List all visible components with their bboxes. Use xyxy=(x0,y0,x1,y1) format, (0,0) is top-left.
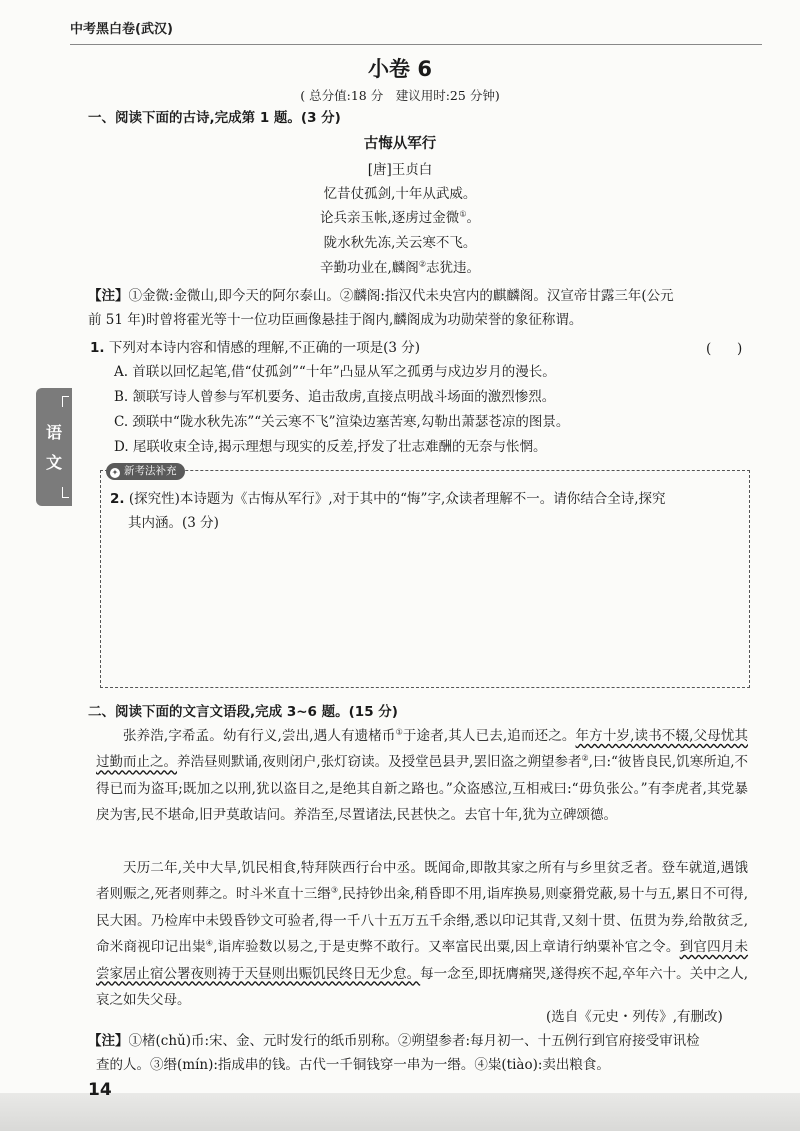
q1-option-c: C. 颈联中“陇水秋先冻”“关云寒不飞”渲染边塞苦寒,勾勒出萧瑟苍凉的图景。 xyxy=(114,414,570,430)
passage-source: (选自《元史・列传》,有删改) xyxy=(546,1009,723,1025)
tab-bracket-top xyxy=(62,396,69,407)
note-label: 【注】 xyxy=(88,1033,129,1049)
subject-tab xyxy=(36,388,72,506)
score-time-info: ( 总分值:18 分 建议用时:25 分钟) xyxy=(300,88,500,103)
q2-number: 2. xyxy=(110,491,125,507)
q2-line-2: 其内涵。(3 分) xyxy=(128,515,219,531)
passage-paragraph-1: 张养浩,字希孟。幼有行义,尝出,遇人有遗楮币①于途者,其人已去,追而还之。年方十岁,读书不辍,父母忧其过勤而止之。养浩昼则默诵,夜则闭户,张灯窃读。及授堂邑县尹,罢旧盗之朔望参者②,曰:“彼皆良民,饥寒所迫,不得已而为盗耳;既加之以刑,犹以盗目之,是绝其自新之路也。”众盗感泣,互相戒曰:“毋负张公。”有李虎者,其党暴戾为害,民不堪命,旧尹莫敢诘问。养浩至,尽置诸法,民甚快之。去官十年,犹为立碑颂德。 xyxy=(96,727,749,824)
poem-note-line-1: 【注】①金微:金微山,即今天的阿尔泰山。②麟阁:指汉代未央宫内的麒麟阁。汉宣帝甘露三年(公元 xyxy=(88,288,674,304)
q1-option-d: D. 尾联收束全诗,揭示理想与现实的反差,抒发了壮志难酬的无奈与怅惘。 xyxy=(114,439,547,455)
underlined-sentence-1: 年方十岁,读书不辍,父母忧其过勤而止之。 xyxy=(96,728,749,771)
header-divider xyxy=(70,44,762,45)
subject-char-2: 文 xyxy=(46,453,63,472)
poem-author: [唐]王贞白 xyxy=(367,162,433,178)
underlined-sentence-2: 到官四月未尝家居止宿公署夜则祷于天昼则出赈饥民终日无少怠。 xyxy=(96,939,749,982)
passage-note-line-1: 【注】①楮(chǔ)币:宋、金、元时发行的纸币别称。②朔望参者:每月初一、十五例行到官府接受审讯检 xyxy=(88,1033,700,1049)
q1-option-b: B. 颔联写诗人曾参与军机要务、追击敌虏,直接点明战斗场面的激烈惨烈。 xyxy=(114,389,556,405)
page-title: 小卷 6 xyxy=(368,57,432,81)
poem-line-3: 陇水秋先冻,关云寒不飞。 xyxy=(323,235,477,251)
poem-line-1: 忆昔仗孤剑,十年从武威。 xyxy=(323,186,477,202)
passage-note-line-2: 查的人。③缗(mín):指成串的钱。古代一千铜钱穿一串为一缗。④粜(tiào):卖出粮食。 xyxy=(96,1057,610,1073)
poem-title: 古悔从军行 xyxy=(363,136,437,152)
section2-heading: 二、阅读下面的文言文语段,完成 3~6 题。(15 分) xyxy=(88,704,398,720)
q1-number: 1. xyxy=(90,340,105,356)
new-format-badge: ✦ 新考法补充 xyxy=(106,463,185,480)
footnote-mark: ① xyxy=(459,209,467,219)
q1-option-a: A. 首联以回忆起笔,借“仗孤剑”“十年”凸显从军之孤勇与戍边岁月的漫长。 xyxy=(114,364,556,380)
poem-note-line-2: 前 51 年)时曾将霍光等十一位功臣画像悬挂于阁内,麟阁成为功勋荣誉的象征称谓。 xyxy=(88,312,583,328)
subject-char-1: 语 xyxy=(46,423,63,442)
poem-line-2: 论兵亲玉帐,逐虏过金微①。 xyxy=(320,209,480,226)
poem-line-4: 辛勤功业在,麟阁②志犹违。 xyxy=(320,259,480,276)
section1-heading: 一、阅读下面的古诗,完成第 1 题。(3 分) xyxy=(88,110,341,126)
page-number: 14 xyxy=(88,1080,112,1100)
note-label: 【注】 xyxy=(88,288,129,304)
q1-answer-blank[interactable]: ( ) xyxy=(706,341,743,357)
q1-stem: 1. 下列对本诗内容和情感的理解,不正确的一项是(3 分) xyxy=(90,340,421,356)
passage-paragraph-2: 天历二年,关中大旱,饥民相食,特拜陕西行台中丞。既闻命,即散其家之所有与乡里贫乏者。登车就道,遇饿者则赈之,死者则葬之。时斗米直十三缗③,民持钞出籴,稍昏即不用,诣库换易,则豪猾党蔽,易十与五,累日不可得,民大困。乃检库中未毁昏钞文可验者,得一千八十五万五千余缗,悉以印记其背,又刻十贯、伍贯为券,给散贫乏,命米商视印记出粜④,诣库验数以易之,于是吏弊不敢行。又率富民出粟,因上章请行纳粟补官之令。到官四月未尝家居止宿公署夜则祷于天昼则出赈饥民终日无少怠。每一念至,即抚膺痛哭,遂得疾不起,卒年六十。关中之人,哀之如失父母。 xyxy=(96,860,749,1009)
page-bottom-edge xyxy=(0,1093,800,1131)
lightbulb-icon: ✦ xyxy=(111,468,119,477)
running-header: 中考黑白卷(武汉) xyxy=(70,22,173,37)
footnote-mark: ② xyxy=(418,259,426,269)
tab-bracket-bottom xyxy=(62,487,69,498)
q2-line-1: 2. (探究性)本诗题为《古悔从军行》,对于其中的“悔”字,众读者理解不一。请你结合全诗,探究 xyxy=(110,491,666,507)
